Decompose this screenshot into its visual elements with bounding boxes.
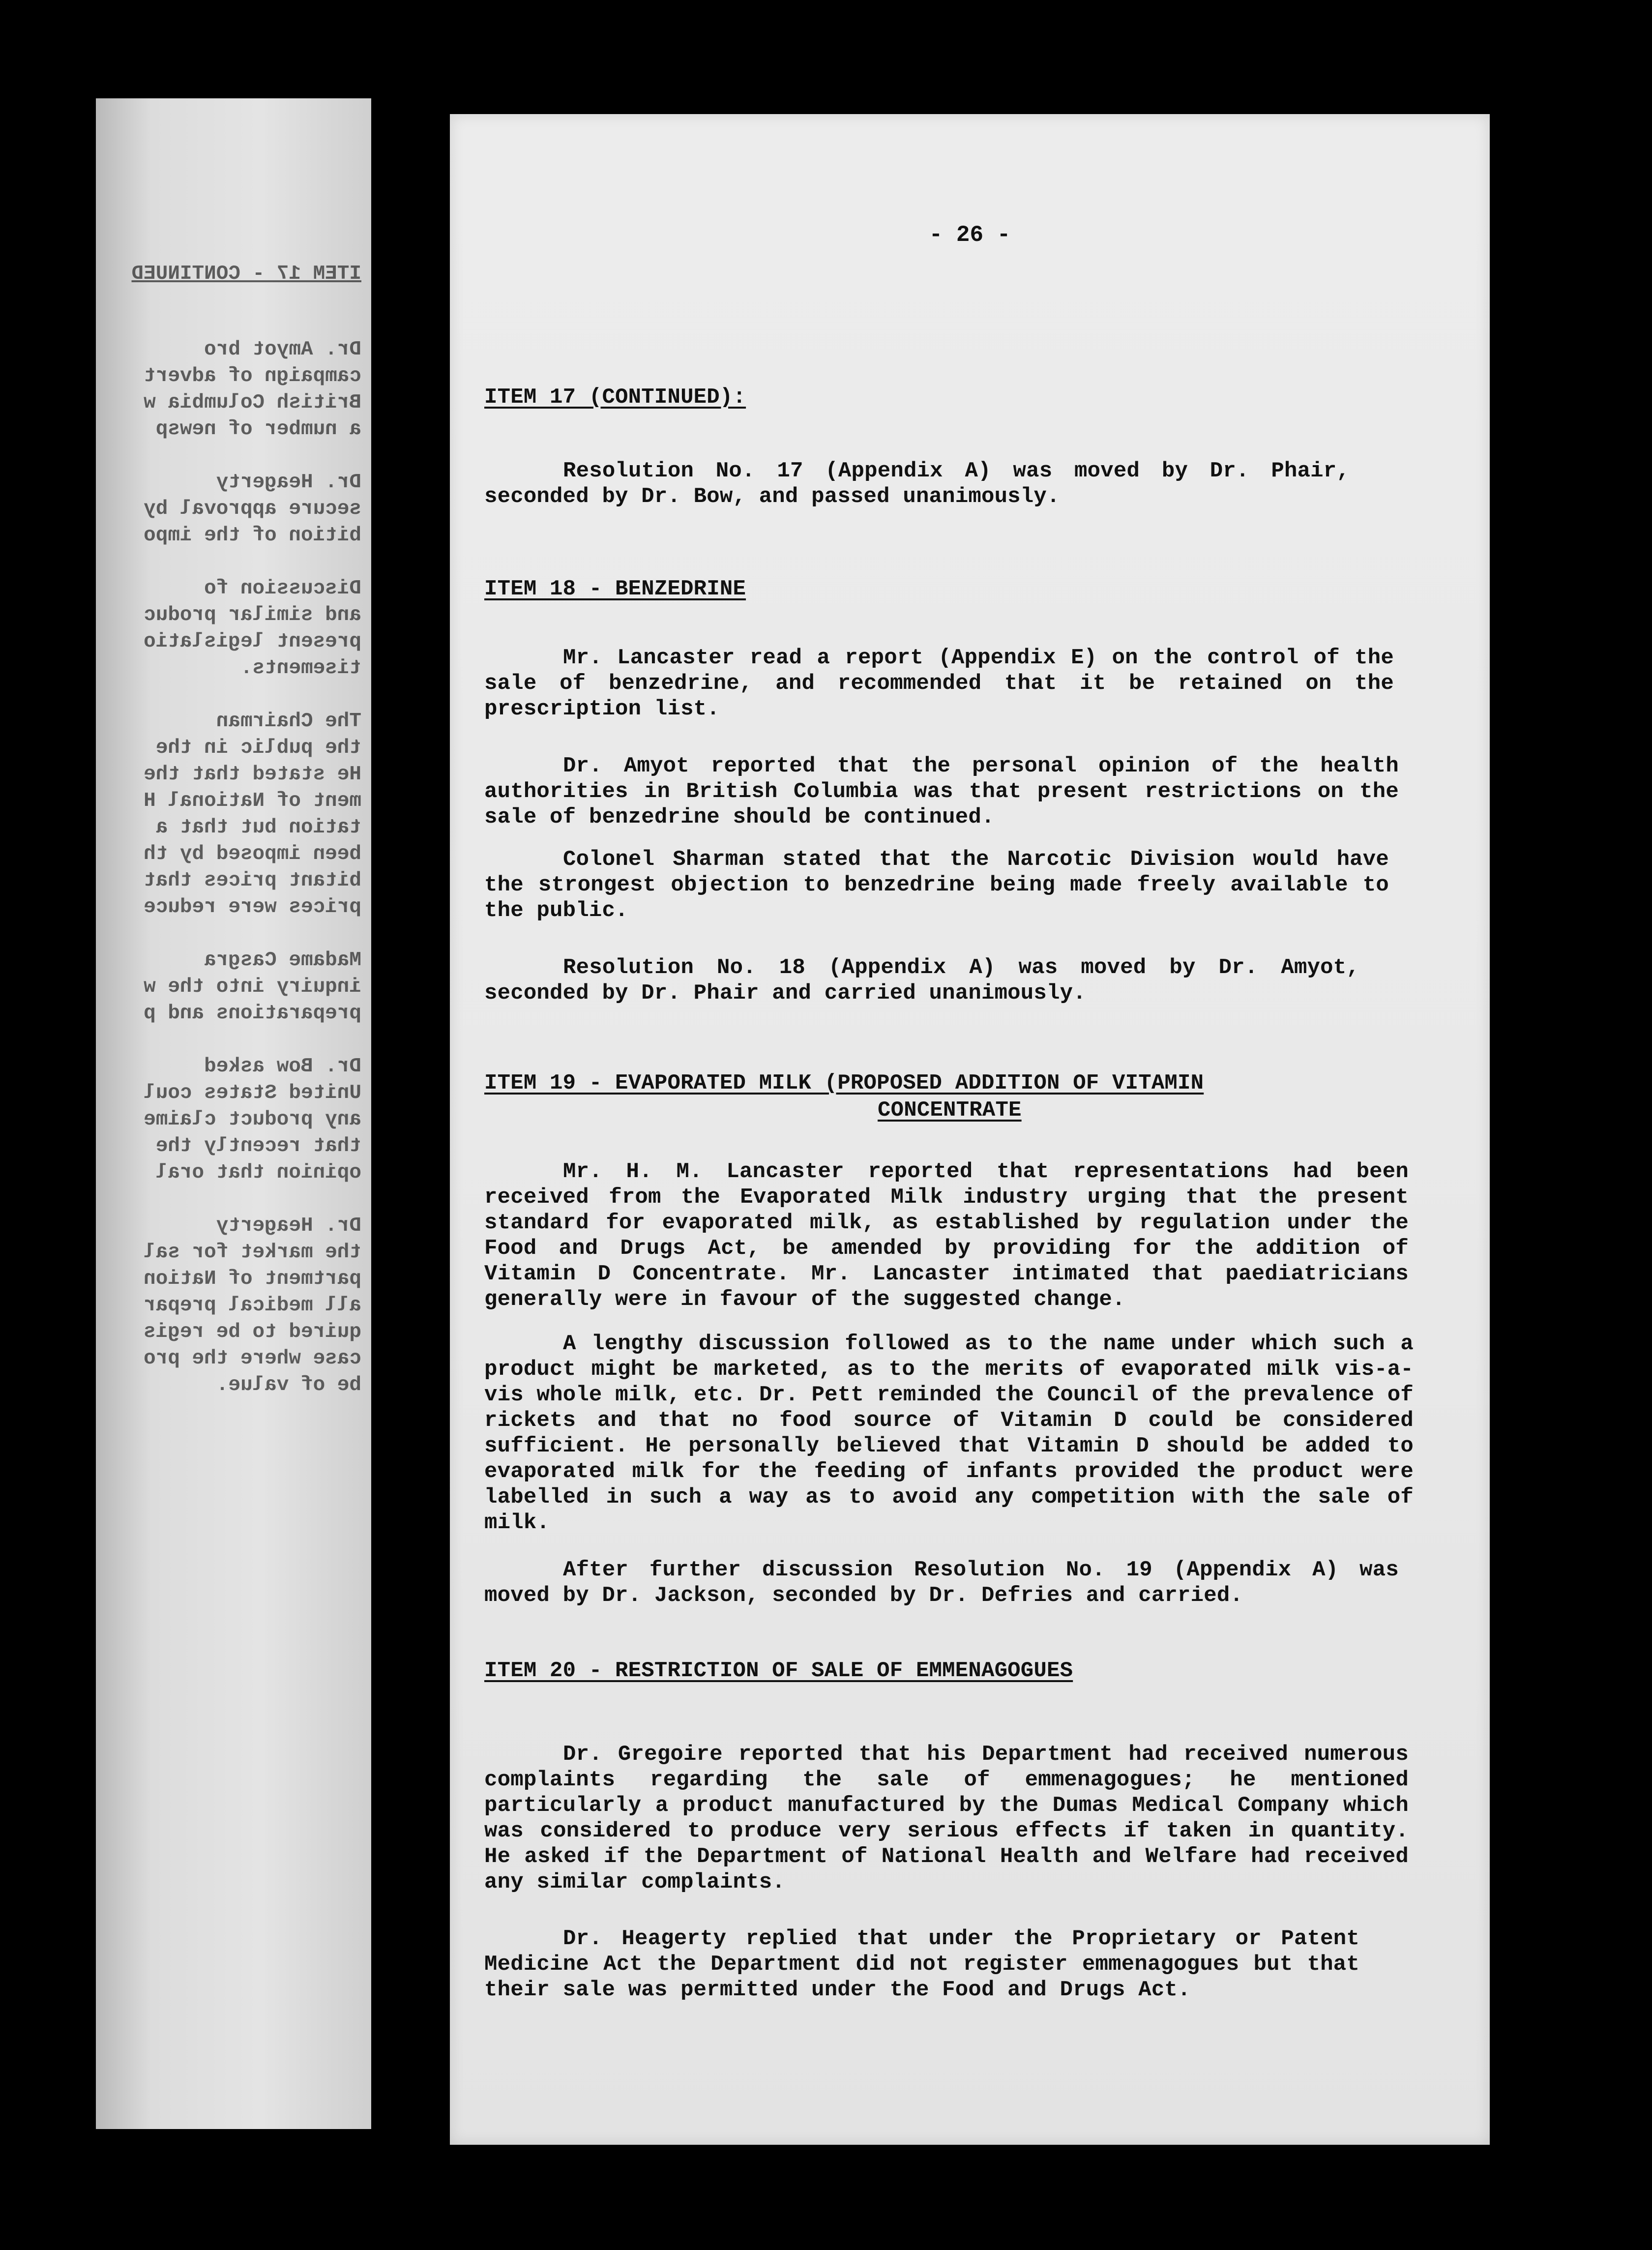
ghost-line: partment of Nation xyxy=(144,1268,361,1290)
ghost-line: United States coul xyxy=(144,1082,361,1104)
item-18-paragraph: Colonel Sharman stated that the Narcotic Division would have the strongest objection to benzedrine being made freely available to the public. xyxy=(484,847,1389,923)
ghost-line: case where the pro xyxy=(144,1347,361,1370)
ghost-line: any product claime xyxy=(144,1108,361,1131)
ghost-line: tation but that a xyxy=(155,816,361,839)
ghost-line: present legislatio xyxy=(144,630,361,653)
ghost-line: secure approval by xyxy=(144,498,361,520)
ghost-line: that recently the xyxy=(155,1135,361,1157)
item-17-heading: ITEM 17 (CONTINUED): xyxy=(484,385,746,410)
ghost-line: all medical prepar xyxy=(144,1294,361,1317)
ghost-line: campaign of advert xyxy=(144,365,361,387)
ghost-line: bitant prices that xyxy=(144,869,361,892)
ghost-line: opinion that oral xyxy=(155,1161,361,1184)
ghost-line: quired to be regis xyxy=(144,1321,361,1343)
ghost-line: preparations and p xyxy=(144,1002,361,1025)
page-number: - 26 - xyxy=(929,222,1011,248)
ghost-line: Dr. Heagerty xyxy=(216,1214,361,1237)
item-17-paragraph: Resolution No. 17 (Appendix A) was moved by Dr. Phair, seconded by Dr. Bow, and passed unanimously. xyxy=(484,459,1350,509)
item-19-heading: ITEM 19 - EVAPORATED MILK (PROPOSED ADDITION OF VITAMIN xyxy=(484,1071,1204,1095)
item-19-heading-line-2: CONCENTRATE xyxy=(878,1098,1022,1123)
item-18-paragraph: Resolution No. 18 (Appendix A) was moved by Dr. Amyot, seconded by Dr. Phair and carried unanimously. xyxy=(484,955,1359,1006)
item-20-section xyxy=(484,1658,1073,1684)
ghost-line: Discussion fo xyxy=(204,577,361,600)
ghost-line: Dr. Bow asked xyxy=(204,1055,361,1078)
ghost-line: Dr. Heagerty xyxy=(216,471,361,494)
item-20-paragraph: Dr. Gregoire reported that his Department had received numerous complaints regarding the sale of emmenagogues; he mentioned particularly a product manufactured by the Dumas Medical Company which was considered to produce very serious effects if taken in quantity. He asked if the Department of National Health and Welfare had received any similar complaints. xyxy=(484,1742,1409,1895)
item-19-heading-continued xyxy=(878,1097,1022,1123)
item-19-paragraph: After further discussion Resolution No. 19 (Appendix A) was moved by Dr. Jackson, seconded by Dr. Defries and carried. xyxy=(484,1558,1399,1608)
ghost-line: prices were reduce xyxy=(144,896,361,918)
ghost-line: inquiry into the w xyxy=(144,976,361,998)
ghost-line: ment of National H xyxy=(144,790,361,812)
ghost-line: ITEM 17 - CONTINUED xyxy=(131,263,361,285)
ghost-line: a number of newsp xyxy=(155,418,361,441)
previous-page-bleedthrough xyxy=(106,98,361,2129)
ghost-line: Dr. Amyot bro xyxy=(204,338,361,361)
ghost-line: The Chairman xyxy=(216,710,361,733)
item-19-section xyxy=(484,1070,1204,1096)
ghost-line: bition of the impo xyxy=(144,524,361,547)
item-19-paragraph: A lengthy discussion followed as to the name under which such a product might be marketed, as to the merits of evaporated milk vis-a-vis whole milk, etc. Dr. Pett reminded the Council of the prevalence of rickets and that no food source of Vitamin D could be considered sufficient. He personally believed that Vitamin D should be added to evaporated milk for the feeding of infants provided the product were labelled in such a way as to avoid any competition with the sale of milk. xyxy=(484,1332,1414,1535)
document-page xyxy=(450,114,1490,2145)
item-18-paragraph: Mr. Lancaster read a report (Appendix E) on the control of the sale of benzedrine, and recommended that it be retained on the prescription list. xyxy=(484,646,1394,721)
ghost-line: the public in the xyxy=(155,737,361,759)
ghost-line: tisements. xyxy=(240,657,361,680)
ghost-line: been imposed by th xyxy=(144,843,361,865)
ghost-line: British Columbia w xyxy=(144,391,361,414)
item-19-paragraph: Mr. H. M. Lancaster reported that representations had been received from the Evaporated Milk industry urging that the present standard for evaporated milk, as established by regulation under the Food and Drugs Act, be amended by providing for the addition of Vitamin D Concentrate. Mr. Lancaster intimated that paediatricians generally were in favour of the suggested change. xyxy=(484,1159,1409,1312)
ghost-line: the market for sal xyxy=(144,1241,361,1264)
item-20-heading: ITEM 20 - RESTRICTION OF SALE OF EMMENAGOGUES xyxy=(484,1658,1073,1683)
item-17-section xyxy=(484,385,746,410)
item-18-paragraph: Dr. Amyot reported that the personal opinion of the health authorities in British Columbia was that present restrictions on the sale of benzedrine should be continued. xyxy=(484,754,1399,829)
ghost-line: be of value. xyxy=(216,1374,361,1396)
item-20-paragraph: Dr. Heagerty replied that under the Proprietary or Patent Medicine Act the Department did not register emmenagogues but that their sale was permitted under the Food and Drugs Act. xyxy=(484,1926,1359,2002)
item-18-heading: ITEM 18 - BENZEDRINE xyxy=(484,577,746,601)
ghost-line: and similar produc xyxy=(144,604,361,626)
ghost-line: Madame Casgra xyxy=(204,949,361,972)
previous-page-strip xyxy=(96,98,371,2129)
item-18-section xyxy=(484,576,746,602)
ghost-line: He stated that the xyxy=(144,763,361,786)
